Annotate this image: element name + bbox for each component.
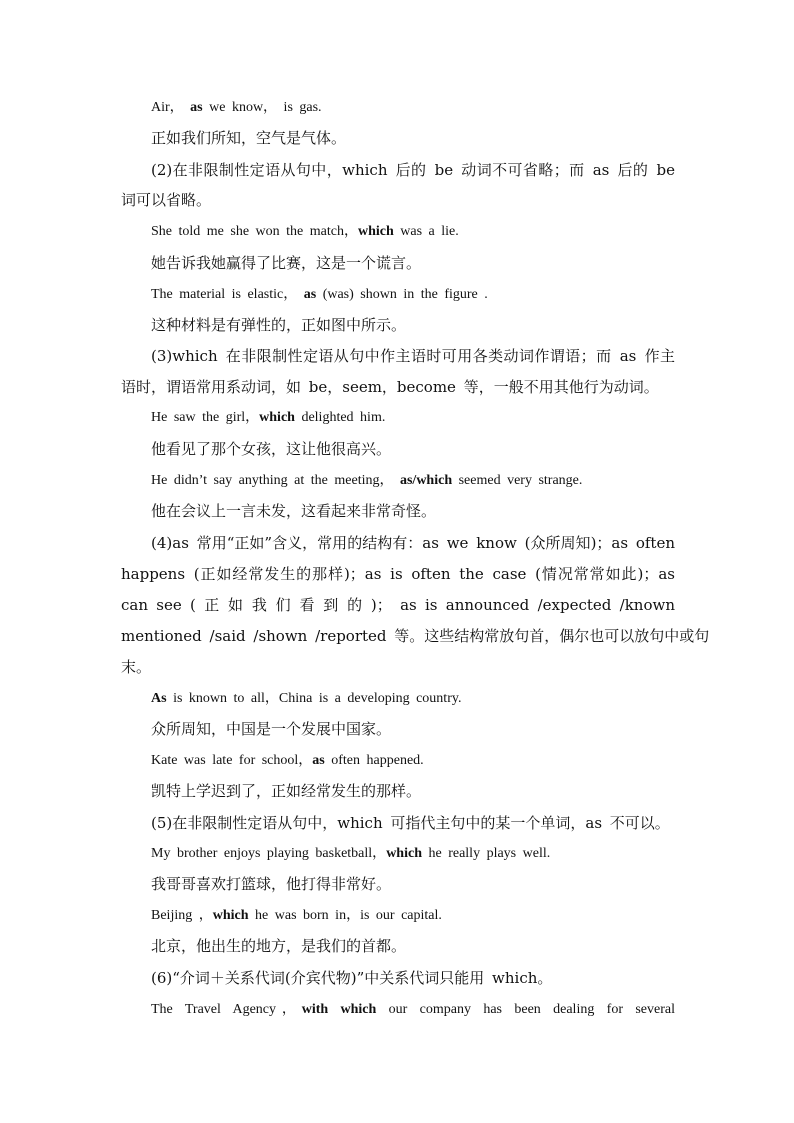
text-line: Air， as we know， is gas. bbox=[151, 100, 322, 115]
text-line: He didn’t say anything at the meeting， as/which seemed very strange. bbox=[151, 473, 583, 488]
text-line: He saw the girl，which delighted him. bbox=[151, 410, 386, 425]
text-line: 末。 bbox=[121, 658, 152, 676]
text-line: Beijing ，which he was born in，is our capital. bbox=[151, 908, 442, 923]
text-line: (5)在非限制性定语从句中，which 可指代主句中的某一个单词，as 不可以。 bbox=[151, 814, 670, 832]
text-line: (4)as 常用“正如”含义，常用的结构有：as we know (众所周知)；as often bbox=[151, 534, 675, 552]
text-line: My brother enjoys playing basketball，which he really plays well. bbox=[151, 846, 551, 861]
text-line: 众所周知，中国是一个发展中国家。 bbox=[151, 720, 392, 738]
text-line: (3)which 在非限制性定语从句中作主语时可用各类动词作谓语；而 as 作主 bbox=[151, 347, 675, 365]
text-line: 正如我们所知，空气是气体。 bbox=[151, 129, 347, 147]
text-line: mentioned /said /shown /reported 等。这些结构常放句首，偶尔也可以放句中或句 bbox=[121, 627, 710, 645]
text-line: The material is elastic， as (was) shown in the figure . bbox=[151, 287, 488, 302]
text-line: She told me she won the match，which was a lie. bbox=[151, 224, 459, 239]
text-line: 词可以省略。 bbox=[121, 191, 212, 209]
text-line: The Travel Agency，with which our company has been dealing for several bbox=[151, 1002, 675, 1017]
text-line: (6)“介词＋关系代词(介宾代物)”中关系代词只能用 which。 bbox=[151, 969, 553, 987]
text-line: 语时，谓语常用系动词，如 be，seem，become 等，一般不用其他行为动词。 bbox=[121, 378, 659, 396]
text-line: Kate was late for school，as often happened. bbox=[151, 753, 424, 768]
text-line: can see ( 正 如 我 们 看 到 的 )； as is announced /expected /known bbox=[121, 596, 675, 614]
text-line: 他看见了那个女孩，这让他很高兴。 bbox=[151, 440, 392, 458]
text-line: 凯特上学迟到了，正如经常发生的那样。 bbox=[151, 782, 422, 800]
text-line: happens (正如经常发生的那样)；as is often the case (情况常常如此)；as bbox=[121, 565, 675, 583]
text-line: 我哥哥喜欢打篮球，他打得非常好。 bbox=[151, 875, 392, 893]
text-line: 北京，他出生的地方，是我们的首都。 bbox=[151, 937, 407, 955]
text-line: 她告诉我她赢得了比赛，这是一个谎言。 bbox=[151, 254, 422, 272]
text-line: 他在会议上一言未发，这看起来非常奇怪。 bbox=[151, 502, 437, 520]
text-line: 这种材料是有弹性的，正如图中所示。 bbox=[151, 316, 407, 334]
text-line: As is known to all，China is a developing country. bbox=[151, 691, 462, 706]
text-line: (2)在非限制性定语从句中，which 后的 be 动词不可省略；而 as 后的 be bbox=[151, 161, 675, 179]
